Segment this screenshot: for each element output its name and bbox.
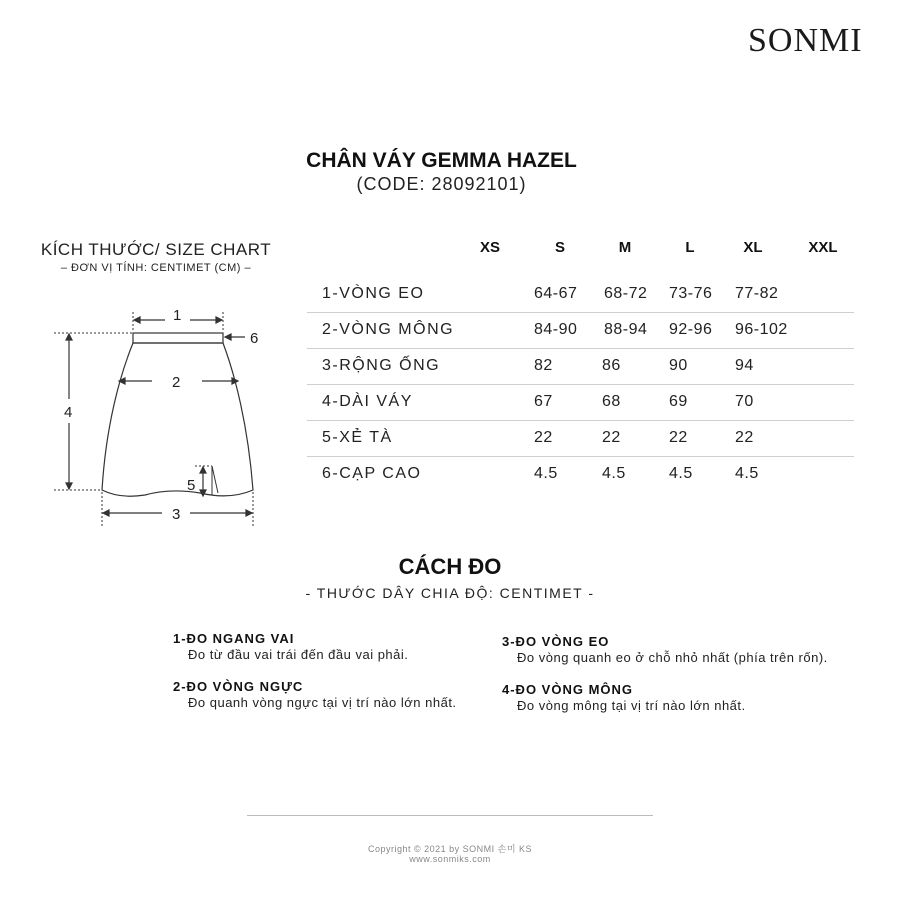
size-header-xl: XL (743, 239, 763, 256)
waistband-shape (133, 333, 223, 343)
cell-m: 88-94 (604, 321, 648, 338)
size-chart-title: KÍCH THƯỚC/ SIZE CHART (40, 240, 272, 259)
row-label: 4-DÀI VÁY (322, 393, 413, 410)
cell-s: 4.5 (534, 465, 558, 482)
table-row (307, 384, 854, 421)
size-header-s: S (554, 239, 565, 256)
table-row (307, 312, 854, 349)
skirt-measurement-diagram (40, 295, 280, 535)
size-header-xs: XS (479, 239, 500, 256)
measure-heading: 2-ĐO VÒNG NGỰC (173, 679, 304, 694)
table-row (307, 456, 854, 492)
cell-s: 22 (534, 429, 553, 446)
diagram-label-1: 1 (173, 307, 182, 324)
cell-xl: 94 (735, 357, 754, 374)
row-label: 2-VÒNG MÔNG (322, 321, 455, 338)
cell-l: 4.5 (669, 465, 693, 482)
copyright-text: Copyright © 2021 by SONMI 손미 KS (367, 844, 533, 854)
table-row (307, 348, 854, 385)
cell-s: 82 (534, 357, 553, 374)
measure-description: Đo vòng quanh eo ở chỗ nhỏ nhất (phía trên rốn). (517, 650, 828, 665)
row-label: 6-CẠP CAO (322, 465, 422, 482)
diagram-label-2: 2 (172, 374, 181, 391)
measure-heading: 1-ĐO NGANG VAI (173, 631, 295, 646)
cell-l: 90 (669, 357, 688, 374)
cell-xl: 70 (735, 393, 754, 410)
size-chart-unit: – ĐƠN VỊ TÍNH: CENTIMET (CM) – (60, 262, 252, 274)
measure-heading: 4-ĐO VÒNG MÔNG (502, 682, 634, 697)
diagram-label-5: 5 (187, 477, 196, 494)
brand-logo: SONMI (748, 22, 863, 59)
table-row (307, 276, 854, 313)
measure-item-hip (502, 682, 746, 713)
cell-m: 68-72 (604, 285, 648, 302)
website-text: www.sonmiks.com (409, 854, 491, 864)
measure-item-waist (502, 634, 828, 665)
product-code: (CODE: 28092101) (356, 174, 527, 194)
cell-xl: 4.5 (735, 465, 759, 482)
row-label: 3-RỘNG ỐNG (322, 357, 441, 374)
measure-description: Đo quanh vòng ngực tại vị trí nào lớn nhất. (188, 695, 457, 710)
slit-shape (212, 466, 218, 495)
size-header-xxl: XXL (808, 239, 838, 256)
table-row (307, 420, 854, 457)
cell-m: 22 (602, 429, 621, 446)
cell-xl: 77-82 (735, 285, 779, 302)
cell-s: 84-90 (534, 321, 578, 338)
product-title: CHÂN VÁY GEMMA HAZEL (306, 149, 577, 172)
measure-description: Đo vòng mông tại vị trí nào lớn nhất. (517, 698, 746, 713)
row-label: 1-VÒNG EO (322, 285, 425, 302)
measure-subtitle: - THƯỚC DÂY CHIA ĐỘ: CENTIMET - (305, 585, 595, 601)
cell-xl: 22 (735, 429, 754, 446)
size-header-l: L (685, 239, 695, 256)
diagram-label-6: 6 (250, 330, 259, 347)
cell-l: 22 (669, 429, 688, 446)
diagram-label-4: 4 (64, 404, 73, 421)
cell-l: 92-96 (669, 321, 713, 338)
cell-s: 67 (534, 393, 553, 410)
row-label: 5-XẺ TÀ (322, 429, 393, 446)
cell-xl: 96-102 (735, 321, 788, 338)
measure-item-chest (173, 679, 457, 710)
cell-m: 4.5 (602, 465, 626, 482)
size-header-m: M (618, 239, 632, 256)
measure-item-shoulder (173, 631, 408, 662)
cell-l: 69 (669, 393, 688, 410)
cell-l: 73-76 (669, 285, 713, 302)
cell-m: 68 (602, 393, 621, 410)
measure-description: Đo từ đầu vai trái đến đầu vai phải. (188, 647, 409, 662)
cell-s: 64-67 (534, 285, 578, 302)
measure-title: CÁCH ĐO (398, 554, 502, 579)
footer-divider (247, 815, 653, 816)
skirt-body-shape (102, 343, 253, 496)
cell-m: 86 (602, 357, 621, 374)
diagram-label-3: 3 (172, 506, 181, 523)
measure-heading: 3-ĐO VÒNG EO (502, 634, 610, 649)
